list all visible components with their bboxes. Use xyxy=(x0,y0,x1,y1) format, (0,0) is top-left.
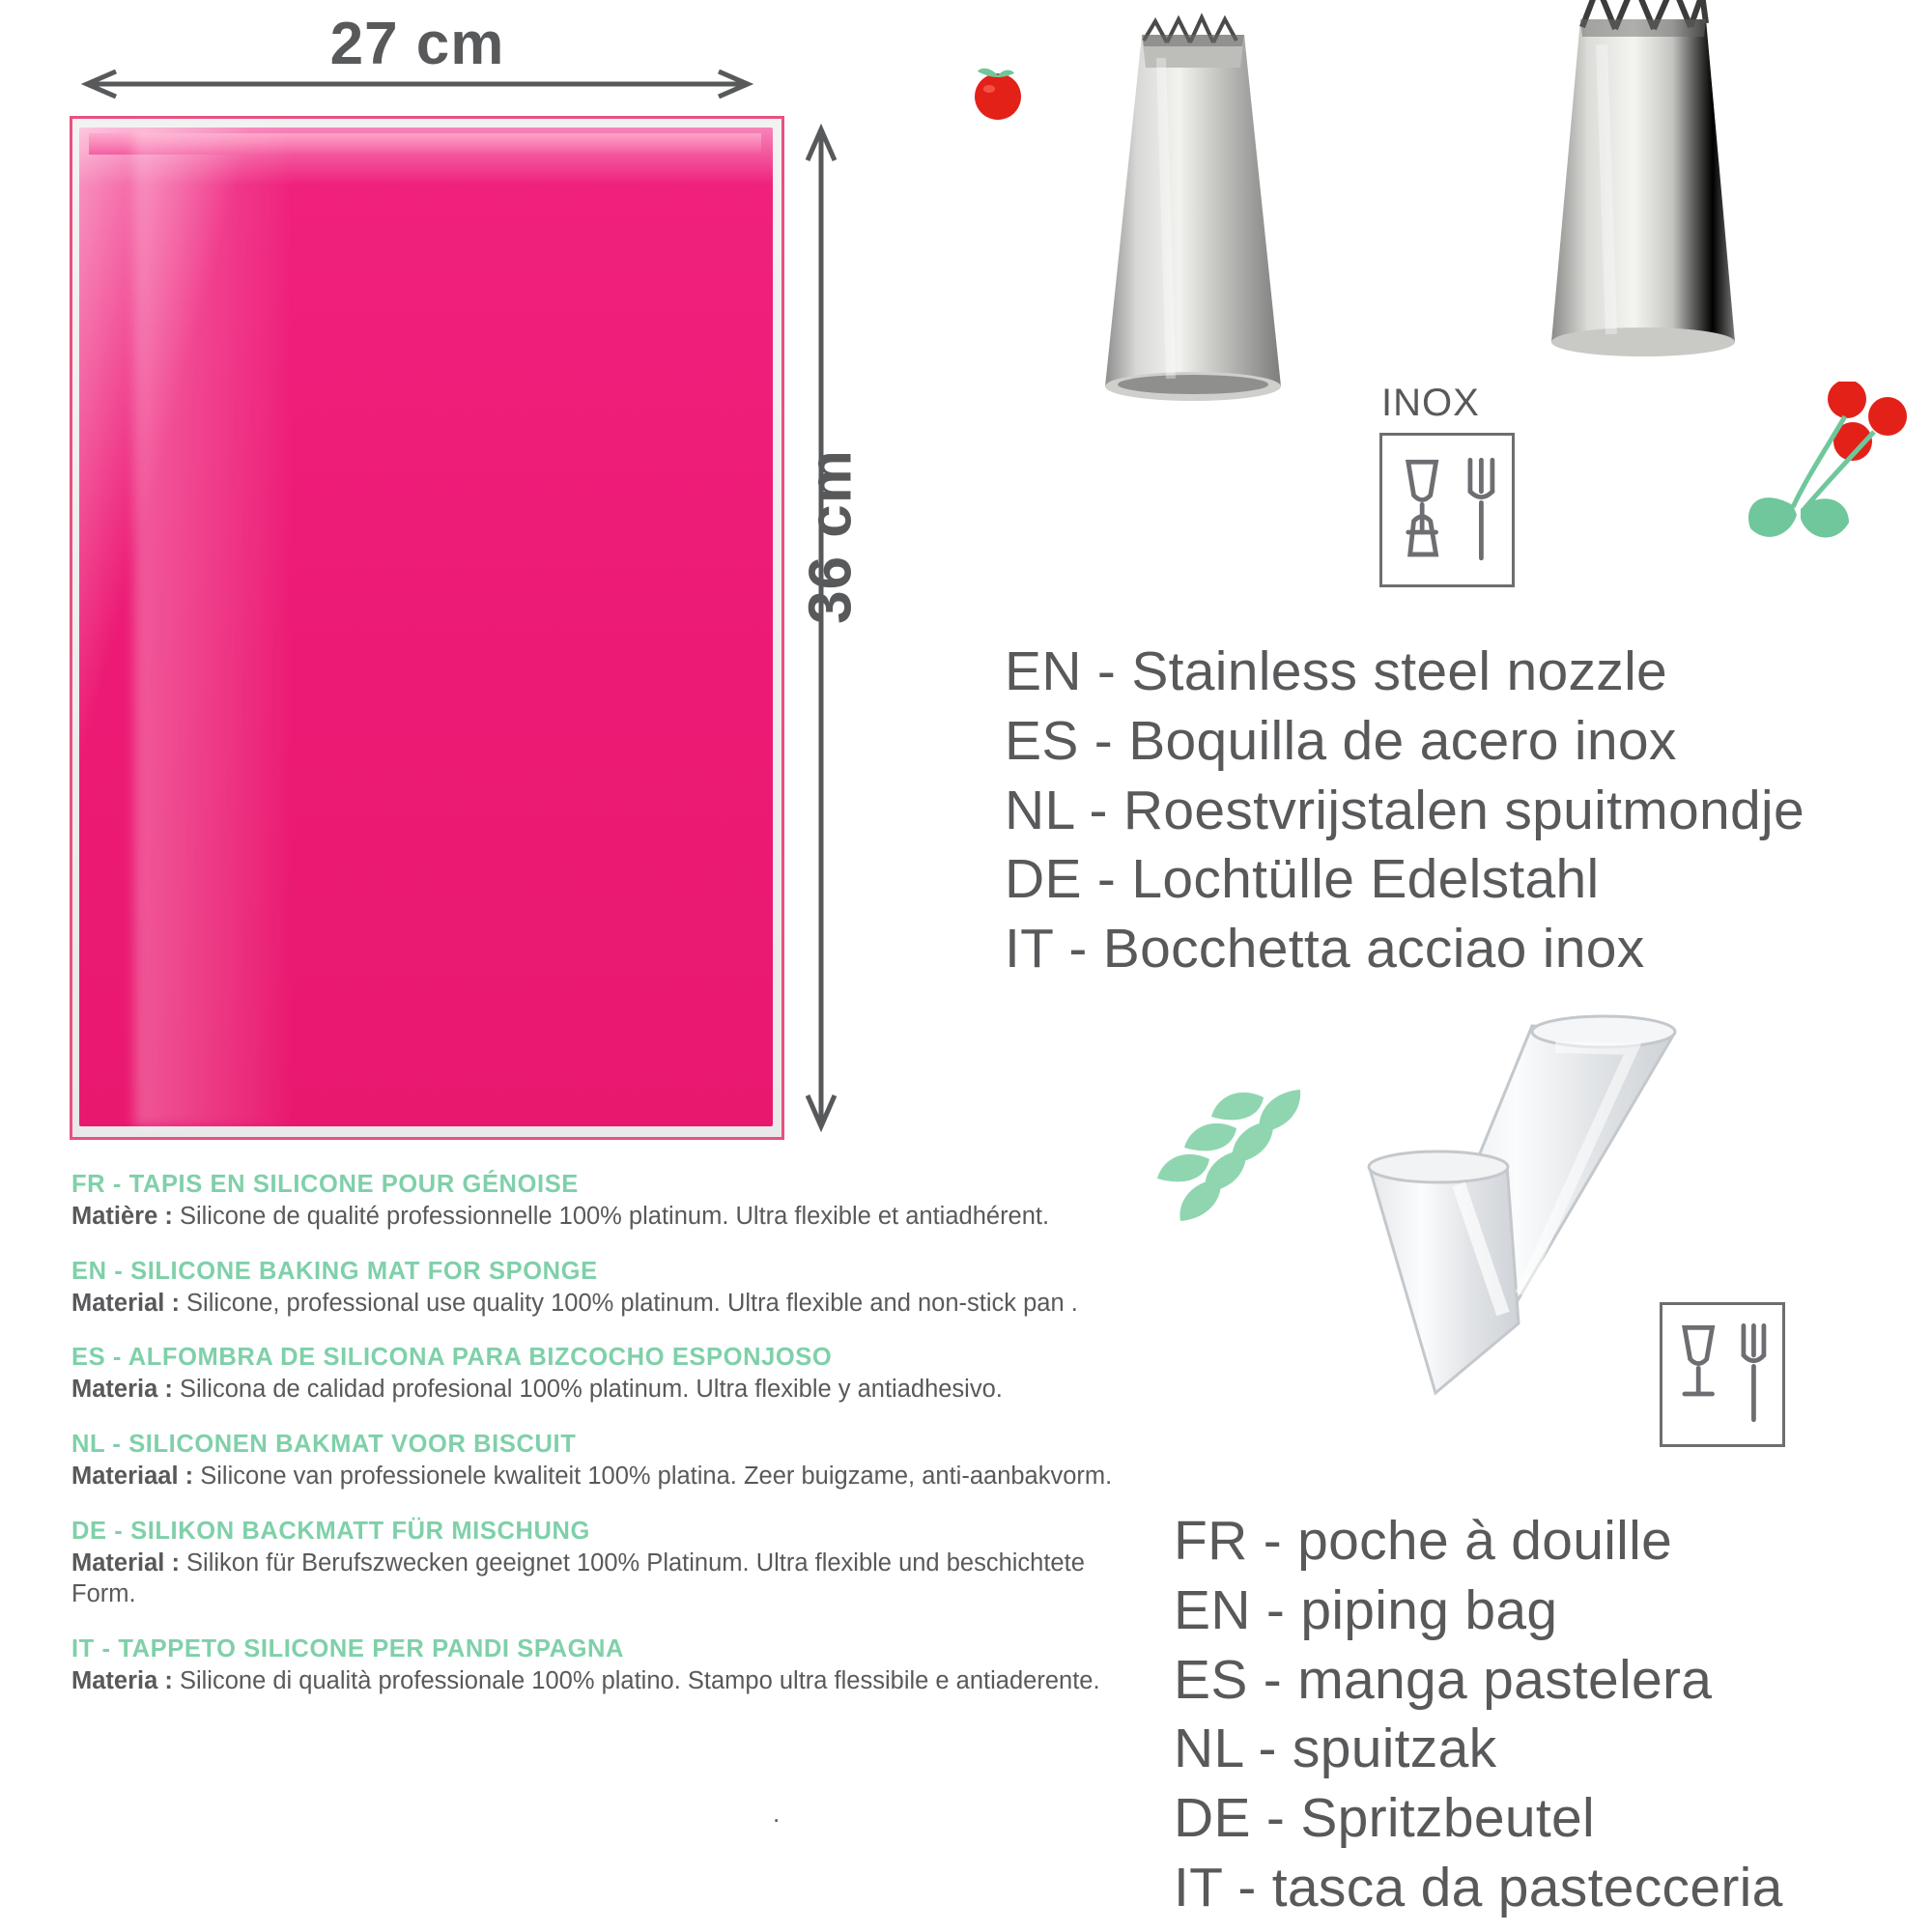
food-safe-icon-2 xyxy=(1660,1302,1785,1447)
description-title-de: DE - SILIKON BACKMATT FÜR MISCHUNG xyxy=(71,1517,590,1545)
piping-bag-language-list xyxy=(1174,1507,1932,1923)
description-block-de xyxy=(71,1518,1124,1610)
bag-line-es: ES - manga pastelera xyxy=(1174,1648,1713,1711)
description-body-en xyxy=(71,1288,1124,1320)
nozzle-line-en: EN - Stainless steel nozzle xyxy=(1005,640,1668,702)
mat-top-highlight xyxy=(79,128,773,185)
material-label-de: Material : xyxy=(71,1548,180,1577)
bag-line-de: DE - Spritzbeutel xyxy=(1174,1787,1595,1850)
mat-surface xyxy=(79,128,773,1126)
material-text-nl: Silicone van professionele kwaliteit 100% platina. Zeer buigzame, anti-aanbakvorm. xyxy=(193,1462,1113,1490)
description-block-fr xyxy=(71,1171,1124,1233)
width-dimension-label: 27 cm xyxy=(329,11,505,77)
material-text-it: Silicone di qualità professionale 100% platino. Stampo ultra flessibile e antiaderente. xyxy=(172,1666,1100,1694)
description-block-es xyxy=(71,1344,1124,1406)
description-block-en xyxy=(71,1258,1124,1320)
material-label-en: Material : xyxy=(71,1289,180,1317)
bag-line-en: EN - piping bag xyxy=(1174,1578,1558,1641)
bag-line-it: IT - tasca da pastecceria xyxy=(1174,1857,1783,1919)
bag-line-fr: FR - poche à douille xyxy=(1174,1510,1673,1572)
material-text-es: Silicona de calidad profesional 100% platinum. Ultra flexible y antiadhesivo. xyxy=(172,1376,1003,1404)
description-title-nl: NL - SILICONEN BAKMAT VOOR BISCUIT xyxy=(71,1430,577,1458)
star-nozzle-large-image xyxy=(1526,0,1758,367)
material-label-es: Materia : xyxy=(71,1376,173,1404)
material-label-fr: Matière : xyxy=(71,1203,173,1230)
glass-and-fork-icon xyxy=(1382,436,1512,584)
width-arrow-icon xyxy=(70,70,765,99)
leaf-sprig-icon xyxy=(1128,1082,1312,1236)
material-text-en: Silicone, professional use quality 100% platinum. Ultra flexible and non-stick pan . xyxy=(179,1289,1078,1317)
height-dimension xyxy=(773,116,889,1140)
material-label-it: Materia : xyxy=(71,1666,173,1694)
inox-label: INOX xyxy=(1381,382,1480,424)
description-body-nl xyxy=(71,1461,1124,1492)
description-title-fr: FR - TAPIS EN SILICONE POUR GÉNOISE xyxy=(71,1171,579,1198)
stray-dot-artifact: . xyxy=(773,1799,781,1828)
description-title-it: IT - TAPPETO SILICONE PER PANDI SPAGNA xyxy=(71,1634,625,1662)
glass-and-fork-icon xyxy=(1662,1305,1782,1444)
description-body-de xyxy=(71,1548,1124,1610)
material-label-nl: Materiaal : xyxy=(71,1462,194,1490)
holly-berries-icon xyxy=(1729,382,1922,594)
silicone-mat-photo xyxy=(70,116,784,1140)
tomato-icon xyxy=(966,58,1034,126)
star-nozzle-small-image xyxy=(1082,0,1304,415)
bag-line-nl: NL - spuitzak xyxy=(1174,1718,1497,1780)
description-body-es xyxy=(71,1374,1124,1406)
description-body-it xyxy=(71,1665,1124,1697)
width-dimension xyxy=(70,10,765,106)
description-body-fr xyxy=(71,1201,1124,1233)
mat-gloss-highlight xyxy=(134,128,287,1126)
height-dimension-label: 36 cm xyxy=(797,449,865,624)
nozzle-line-es: ES - Boquilla de acero inox xyxy=(1005,709,1677,772)
material-text-fr: Silicone de qualité professionnelle 100% platinum. Ultra flexible et antiadhérent. xyxy=(172,1203,1050,1230)
nozzle-line-de: DE - Lochtülle Edelstahl xyxy=(1005,848,1600,911)
description-title-es: ES - ALFOMBRA DE SILICONA PARA BIZCOCHO ESPONJOSO xyxy=(71,1344,833,1372)
nozzle-line-it: IT - Bocchetta acciao inox xyxy=(1005,918,1645,980)
nozzle-language-list xyxy=(1005,638,1913,984)
height-arrow-icon xyxy=(802,116,840,1140)
description-block-nl xyxy=(71,1431,1124,1492)
description-block-it xyxy=(71,1635,1124,1697)
product-descriptions xyxy=(71,1171,1124,1721)
nozzle-line-nl: NL - Roestvrijstalen spuitmondje xyxy=(1005,779,1805,841)
material-text-de: Silikon für Berufszwecken geeignet 100% Platinum. Ultra flexible und beschichtete Form. xyxy=(71,1548,1085,1608)
description-title-en: EN - SILICONE BAKING MAT FOR SPONGE xyxy=(71,1257,598,1285)
food-safe-icon xyxy=(1379,433,1515,587)
